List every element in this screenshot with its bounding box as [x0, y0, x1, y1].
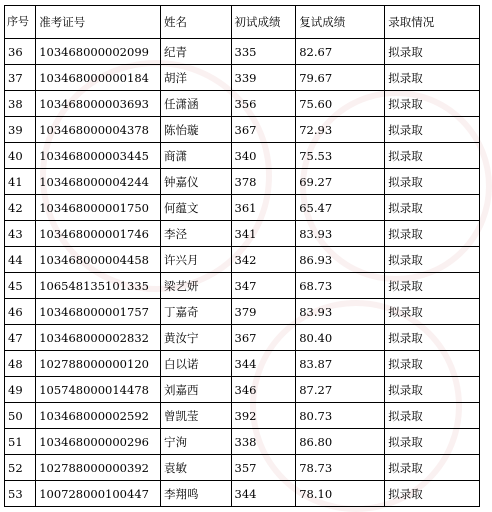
- table-header: [5, 6, 480, 39]
- cell-name: 何蕴文: [161, 195, 231, 221]
- cell-exam-id: 102788000000392: [36, 455, 161, 481]
- cell-admission-status: 拟录取: [385, 377, 480, 403]
- cell-name: 梁艺妍: [161, 273, 231, 299]
- cell-seq: 53: [5, 481, 36, 507]
- cell-name: 陈怡璇: [161, 117, 231, 143]
- cell-seq: 40: [5, 143, 36, 169]
- cell-name: 丁嘉奇: [161, 299, 231, 325]
- cell-exam-id: 103468000003445: [36, 143, 161, 169]
- cell-initial-score: 379: [231, 299, 296, 325]
- cell-retest-score: 78.73: [296, 455, 385, 481]
- table-row: [5, 221, 480, 247]
- cell-seq: 36: [5, 39, 36, 65]
- cell-seq: 46: [5, 299, 36, 325]
- cell-admission-status: 拟录取: [385, 455, 480, 481]
- cell-admission-status: 拟录取: [385, 351, 480, 377]
- cell-retest-score: 69.27: [296, 169, 385, 195]
- header-seq: 序号: [5, 6, 36, 39]
- header-initial-score: 初试成绩: [231, 6, 296, 39]
- table-row: [5, 169, 480, 195]
- cell-exam-id: 103468000002099: [36, 39, 161, 65]
- cell-initial-score: 341: [231, 221, 296, 247]
- cell-seq: 42: [5, 195, 36, 221]
- table-row: [5, 299, 480, 325]
- cell-name: 许兴月: [161, 247, 231, 273]
- cell-exam-id: 103468000004458: [36, 247, 161, 273]
- cell-seq: 47: [5, 325, 36, 351]
- cell-name: 胡洋: [161, 65, 231, 91]
- table-row: [5, 39, 480, 65]
- cell-exam-id: 102788000000120: [36, 351, 161, 377]
- cell-admission-status: 拟录取: [385, 247, 480, 273]
- cell-exam-id: 106548135101335: [36, 273, 161, 299]
- cell-seq: 39: [5, 117, 36, 143]
- header-exam-id: 准考证号: [36, 6, 161, 39]
- cell-seq: 43: [5, 221, 36, 247]
- cell-exam-id: 103468000003693: [36, 91, 161, 117]
- cell-initial-score: 344: [231, 351, 296, 377]
- cell-initial-score: 346: [231, 377, 296, 403]
- cell-seq: 50: [5, 403, 36, 429]
- table-row: [5, 273, 480, 299]
- table-row: [5, 143, 480, 169]
- table-row: [5, 195, 480, 221]
- cell-admission-status: 拟录取: [385, 91, 480, 117]
- cell-admission-status: 拟录取: [385, 143, 480, 169]
- cell-retest-score: 86.93: [296, 247, 385, 273]
- cell-initial-score: 342: [231, 247, 296, 273]
- cell-exam-id: 103468000000296: [36, 429, 161, 455]
- header-retest-score: 复试成绩: [296, 6, 385, 39]
- cell-name: 钟嘉仪: [161, 169, 231, 195]
- cell-name: 商潇: [161, 143, 231, 169]
- cell-initial-score: 356: [231, 91, 296, 117]
- cell-exam-id: 103468000004378: [36, 117, 161, 143]
- cell-admission-status: 拟录取: [385, 325, 480, 351]
- table-row: [5, 377, 480, 403]
- header-row: [5, 6, 480, 39]
- cell-retest-score: 72.93: [296, 117, 385, 143]
- table-row: [5, 65, 480, 91]
- cell-name: 曾凯莹: [161, 403, 231, 429]
- cell-retest-score: 68.73: [296, 273, 385, 299]
- cell-admission-status: 拟录取: [385, 403, 480, 429]
- cell-seq: 51: [5, 429, 36, 455]
- table-row: [5, 455, 480, 481]
- cell-exam-id: 103468000001746: [36, 221, 161, 247]
- cell-name: 李翔鸣: [161, 481, 231, 507]
- cell-exam-id: 103468000000184: [36, 65, 161, 91]
- cell-seq: 37: [5, 65, 36, 91]
- cell-retest-score: 83.87: [296, 351, 385, 377]
- table-body: [5, 39, 480, 507]
- cell-seq: 52: [5, 455, 36, 481]
- cell-initial-score: 339: [231, 65, 296, 91]
- table-row: [5, 429, 480, 455]
- cell-name: 任潇涵: [161, 91, 231, 117]
- cell-exam-id: 105748000014478: [36, 377, 161, 403]
- cell-name: 白以诺: [161, 351, 231, 377]
- cell-name: 纪青: [161, 39, 231, 65]
- cell-retest-score: 79.67: [296, 65, 385, 91]
- cell-admission-status: 拟录取: [385, 195, 480, 221]
- cell-admission-status: 拟录取: [385, 273, 480, 299]
- table-row: [5, 91, 480, 117]
- cell-retest-score: 65.47: [296, 195, 385, 221]
- cell-exam-id: 103468000004244: [36, 169, 161, 195]
- cell-exam-id: 103468000001750: [36, 195, 161, 221]
- cell-admission-status: 拟录取: [385, 221, 480, 247]
- cell-exam-id: 103468000002592: [36, 403, 161, 429]
- cell-admission-status: 拟录取: [385, 481, 480, 507]
- cell-initial-score: 335: [231, 39, 296, 65]
- cell-exam-id: 103468000001757: [36, 299, 161, 325]
- cell-retest-score: 87.27: [296, 377, 385, 403]
- cell-retest-score: 86.80: [296, 429, 385, 455]
- cell-name: 黄汝宁: [161, 325, 231, 351]
- cell-seq: 41: [5, 169, 36, 195]
- header-name: 姓名: [161, 6, 231, 39]
- cell-seq: 48: [5, 351, 36, 377]
- cell-exam-id: 100728000100447: [36, 481, 161, 507]
- table-row: [5, 325, 480, 351]
- table-row: [5, 481, 480, 507]
- table-row: [5, 403, 480, 429]
- cell-retest-score: 80.40: [296, 325, 385, 351]
- cell-admission-status: 拟录取: [385, 65, 480, 91]
- cell-initial-score: 361: [231, 195, 296, 221]
- cell-initial-score: 340: [231, 143, 296, 169]
- cell-initial-score: 367: [231, 325, 296, 351]
- cell-retest-score: 82.67: [296, 39, 385, 65]
- cell-name: 袁敏: [161, 455, 231, 481]
- table-row: [5, 247, 480, 273]
- cell-admission-status: 拟录取: [385, 299, 480, 325]
- header-admission-status: 录取情况: [385, 6, 480, 39]
- cell-name: 刘嘉西: [161, 377, 231, 403]
- cell-initial-score: 347: [231, 273, 296, 299]
- cell-retest-score: 83.93: [296, 221, 385, 247]
- cell-seq: 38: [5, 91, 36, 117]
- cell-retest-score: 80.73: [296, 403, 385, 429]
- cell-admission-status: 拟录取: [385, 117, 480, 143]
- cell-name: 宁洵: [161, 429, 231, 455]
- table-row: [5, 351, 480, 377]
- cell-retest-score: 78.10: [296, 481, 385, 507]
- cell-initial-score: 378: [231, 169, 296, 195]
- cell-admission-status: 拟录取: [385, 429, 480, 455]
- cell-admission-status: 拟录取: [385, 169, 480, 195]
- cell-admission-status: 拟录取: [385, 39, 480, 65]
- cell-seq: 49: [5, 377, 36, 403]
- cell-name: 李泾: [161, 221, 231, 247]
- cell-seq: 45: [5, 273, 36, 299]
- cell-retest-score: 83.93: [296, 299, 385, 325]
- cell-initial-score: 392: [231, 403, 296, 429]
- cell-exam-id: 103468000002832: [36, 325, 161, 351]
- cell-initial-score: 367: [231, 117, 296, 143]
- cell-initial-score: 344: [231, 481, 296, 507]
- cell-retest-score: 75.60: [296, 91, 385, 117]
- cell-initial-score: 338: [231, 429, 296, 455]
- cell-seq: 44: [5, 247, 36, 273]
- cell-initial-score: 357: [231, 455, 296, 481]
- table-row: [5, 117, 480, 143]
- admission-table: [4, 5, 480, 507]
- cell-retest-score: 75.53: [296, 143, 385, 169]
